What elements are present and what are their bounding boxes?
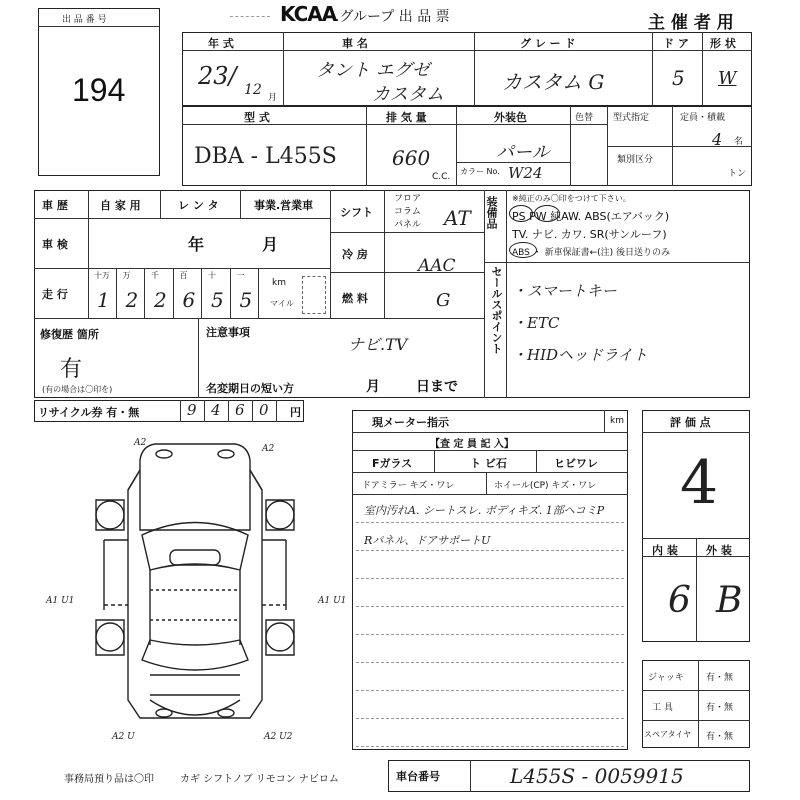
recycle-cell-divider: [276, 400, 277, 422]
ruled-line: [356, 522, 624, 523]
recycle-digit: 4: [211, 401, 221, 419]
form-title: .グループ 出 品 票: [335, 9, 450, 25]
doors-value: 5: [672, 66, 685, 90]
mile-checkbox[interactable]: [302, 276, 326, 314]
color-value: パール: [496, 142, 550, 163]
mileage-digit-label: 千: [151, 271, 159, 280]
ruled-line: [356, 662, 624, 663]
mileage-digit: 1: [97, 288, 110, 312]
car-name-1: タント エグゼ: [316, 60, 430, 81]
fuel-value: G: [436, 290, 451, 311]
interior-score: 6: [668, 580, 691, 621]
cc-unit: C.C.: [432, 172, 451, 182]
chassis-value: L455S - 0059915: [510, 764, 684, 788]
month-value: 12: [244, 82, 262, 98]
damage-mark-rear-left: A2 U: [112, 732, 135, 742]
tools-label: 工 具: [652, 703, 673, 713]
year-label: 年 式: [208, 37, 234, 50]
chip-label[interactable]: ト ビ石: [470, 457, 507, 470]
shift-value: AT: [444, 206, 471, 230]
jack-yes-no[interactable]: 有・無: [706, 673, 734, 683]
pw-circle: [534, 205, 560, 222]
damage-mark-left: A1 U1: [46, 596, 75, 606]
ac-label: 冷 房: [342, 248, 368, 261]
repaint-label: 色替: [575, 113, 594, 123]
comment-line-1: 室内汚れA. シートスレ. ボディキズ. 1部ヘコミP: [364, 504, 605, 517]
recycle-digit: 0: [259, 401, 269, 419]
ruled-line: [356, 606, 624, 607]
ruled-line: [356, 690, 624, 691]
grade-value: カスタム G: [502, 70, 605, 94]
shape-label: 形 状: [710, 37, 736, 50]
shaken-year: 年: [188, 235, 205, 254]
recycle-digit: 6: [235, 401, 245, 419]
damage-mark-right: A1 U1: [318, 596, 347, 606]
displacement-label: 排 気 量: [386, 111, 427, 124]
door-label: ド ア: [663, 37, 689, 50]
car-name-2: カスタム: [372, 84, 444, 105]
color-label: 外装色: [494, 111, 527, 124]
crack-label[interactable]: ヒビワレ: [554, 457, 598, 470]
name-change-month: 月: [366, 379, 380, 395]
shift-option[interactable]: コラム: [394, 207, 421, 217]
sponsor-label: 主 催 者 用: [648, 13, 734, 33]
damage-mark-front-left: A2: [134, 438, 147, 448]
mileage-digit: 6: [182, 288, 196, 312]
ps-circle: [509, 205, 533, 222]
shift-option[interactable]: パネル: [394, 220, 422, 230]
mileage-digit-label: 十: [208, 271, 216, 280]
jack-label: ジャッキ: [648, 673, 684, 683]
month-unit: 月: [268, 93, 278, 103]
inspector-title: 【査 定 員 記 入】: [430, 439, 514, 450]
history-label: 車 歴: [42, 199, 68, 212]
exterior-label: 外 装: [706, 544, 732, 557]
selling-point-item: ・ETC: [512, 314, 560, 332]
damage-mark-rear-right: A2 U2: [264, 732, 293, 742]
model-value: DBA - L455S: [194, 144, 337, 169]
model-label: 型 式: [244, 111, 270, 124]
score-label: 評 価 点: [670, 416, 711, 429]
recycle-label: リサイクル券 有・無: [38, 406, 140, 419]
repair-label: 修復歴 箇所: [40, 328, 99, 341]
mile-unit: マイル: [270, 299, 294, 308]
recycle-unit: 円: [290, 406, 301, 419]
meter-unit: km: [610, 416, 624, 426]
recycle-cell-divider: [204, 400, 205, 422]
spare-label: スペアタイヤ: [644, 730, 692, 739]
mileage-digit-label: 万: [122, 271, 131, 280]
history-business[interactable]: 事業.営業車: [254, 199, 314, 212]
equipment-line-2[interactable]: TV. ナビ. カワ. SR(サンルーフ): [512, 228, 667, 241]
history-rental[interactable]: レ ン タ: [178, 199, 219, 212]
color-no-value: W24: [508, 164, 543, 182]
mileage-digit: 5: [239, 288, 253, 312]
category-label: 類別区分: [617, 155, 654, 165]
chassis-label: 車台番号: [396, 770, 440, 783]
comment-line-2: Rパネル、ドアサポートU: [364, 534, 491, 547]
notes-label: 注意事項: [206, 326, 250, 339]
equipment-line-1[interactable]: PS PW 純AW. ABS(エアバック): [512, 210, 670, 223]
equipment-note: ※純正のみ〇印をつけて下さい。: [512, 194, 631, 203]
history-private[interactable]: 自 家 用: [100, 199, 141, 212]
office-items: カギ シフトノブ リモコン ナビロム: [180, 774, 339, 785]
ruled-line: [356, 718, 624, 719]
ruled-line: [356, 578, 624, 579]
name-change-label: 名変期日の短い方: [206, 382, 294, 395]
grade-label: グ レ ー ド: [520, 37, 576, 50]
displacement-value: 660: [392, 146, 431, 170]
wheel-label[interactable]: ホイール(CP) キズ・ワレ: [494, 481, 597, 491]
year-value: 23/: [198, 62, 237, 90]
equipment-line-3[interactable]: ABS ・ 新車保証書←(注) 後日送りのみ: [512, 248, 671, 258]
mileage-label: 走 行: [42, 288, 68, 301]
mileage-digit-label: 十万: [94, 271, 110, 280]
repair-note: (有の場合は〇印を): [42, 385, 113, 394]
shift-option[interactable]: フロア: [394, 194, 422, 204]
ac-value: AAC: [418, 256, 456, 276]
shape-value: W: [718, 68, 737, 89]
ton-unit: トン: [728, 169, 747, 179]
ruled-line: [356, 746, 624, 747]
name-change-day: 日まで: [416, 379, 458, 395]
lot-number: 194: [72, 72, 126, 108]
notes-value: ナビ.TV: [348, 335, 408, 354]
car-name-label: 車 名: [342, 37, 368, 50]
recycle-cell-divider: [252, 400, 253, 422]
selling-point-item: ・スマートキー: [512, 282, 617, 300]
exterior-score: B: [716, 580, 743, 621]
score-value: 4: [680, 448, 719, 518]
selling-points-label: セールスポイント: [490, 266, 503, 354]
shaken-month: 月: [262, 235, 279, 254]
recycle-cell-divider: [228, 400, 229, 422]
recycle-cell-divider: [180, 400, 181, 422]
color-no-label: カラー No.: [460, 167, 500, 176]
lot-label: 出 品 番 号: [62, 15, 107, 25]
mileage-digit: 5: [211, 288, 224, 312]
capacity-value: 4: [712, 130, 723, 149]
office-note: 事務局預り品は〇印: [64, 774, 154, 785]
mileage-digit-label: 一: [236, 271, 245, 280]
capacity-unit: 名: [734, 137, 744, 147]
km-unit: km: [272, 278, 286, 288]
selling-point-item: ・HIDヘッドライト: [512, 346, 648, 364]
spare-yes-no[interactable]: 有・無: [706, 732, 734, 742]
mileage-digit: 2: [125, 288, 139, 312]
shift-label: シフト: [340, 206, 373, 219]
type-spec-label: 型式指定: [613, 113, 650, 123]
f-glass-label[interactable]: Fガラス: [372, 457, 413, 470]
recycle-digit: 9: [187, 401, 197, 419]
repair-value: 有: [60, 357, 83, 382]
mileage-digit-label: 百: [179, 271, 188, 280]
mirror-label[interactable]: ドアミラー キズ・ワレ: [362, 481, 455, 491]
car-damage-diagram: [0, 430, 340, 750]
mileage-digit: 2: [154, 288, 167, 312]
tools-yes-no[interactable]: 有・無: [706, 703, 734, 713]
damage-mark-front-right: A2: [262, 444, 275, 454]
capacity-label: 定員・積載: [680, 113, 726, 123]
brand-logo: KCAA: [280, 2, 337, 26]
interior-label: 内 装: [652, 544, 678, 557]
abs-circle: [509, 242, 537, 258]
ruled-line: [356, 634, 624, 635]
ruled-line: [356, 550, 624, 551]
fuel-label: 燃 料: [342, 292, 368, 305]
equipment-label: 装備品: [485, 196, 498, 229]
meter-label: 現メーター指示: [372, 416, 449, 429]
shaken-label: 車 検: [42, 238, 68, 251]
